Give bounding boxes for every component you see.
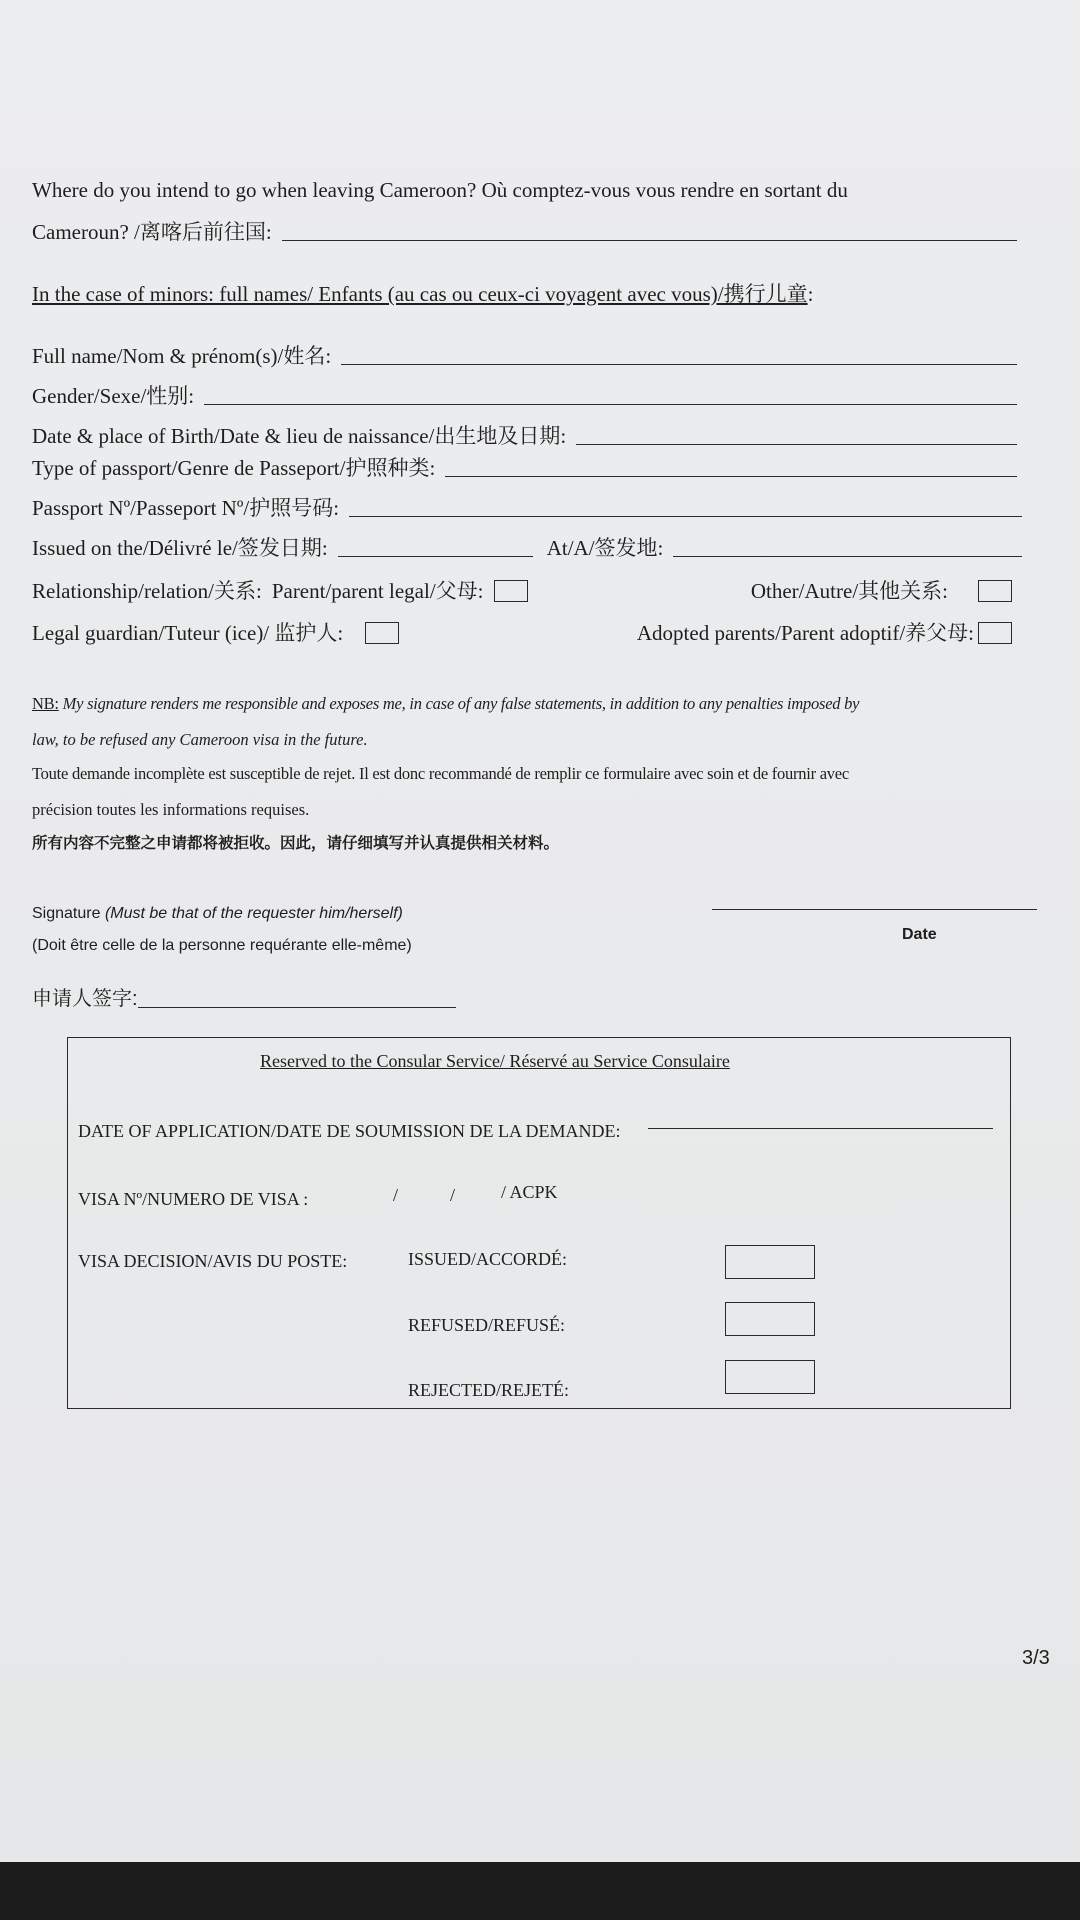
- date-label: Date: [902, 926, 937, 943]
- parent-label: Parent/parent legal/父母:: [271, 579, 484, 603]
- issued-row: [32, 538, 1022, 559]
- date-line[interactable]: [712, 909, 1037, 910]
- refused-label: REFUSED/REFUSÉ:: [408, 1315, 566, 1335]
- guardian-checkbox[interactable]: [365, 622, 399, 644]
- gender-row: [32, 386, 1017, 407]
- full-name-label: Full name/Nom & prénom(s)/姓名:: [32, 344, 332, 368]
- full-name-field[interactable]: [341, 364, 1017, 365]
- visa-number-suffix: / ACPK: [501, 1182, 558, 1202]
- passport-number-row: [32, 498, 1022, 519]
- issued-at-field[interactable]: [673, 556, 1022, 557]
- fr-notice-line2: précision toutes les informations requises.: [32, 800, 310, 820]
- visa-number-label: VISA Nº/NUMERO DE VISA :: [78, 1189, 309, 1209]
- consular-box: [67, 1037, 1011, 1409]
- destination-field[interactable]: [282, 240, 1017, 241]
- nb-text-line2: law, to be refused any Cameroon visa in the future.: [32, 730, 368, 750]
- issued-at-label: At/A/签发地:: [546, 536, 664, 560]
- guardian-row: [32, 622, 1012, 644]
- destination-question: [32, 180, 848, 201]
- full-name-row: [32, 346, 1017, 367]
- issued-label: ISSUED/ACCORDÉ:: [408, 1249, 568, 1269]
- birth-label: Date & place of Birth/Date & lieu de naissance/出生地及日期:: [32, 424, 567, 448]
- relationship-label: Relationship/relation/关系:: [32, 579, 262, 603]
- refused-box[interactable]: [725, 1302, 815, 1336]
- application-date-field[interactable]: [648, 1128, 993, 1129]
- signature-label-text: Signature: [32, 905, 101, 922]
- notice-block: [32, 680, 1042, 854]
- zh-notice: 所有内容不完整之申请都将被拒收。因此，请仔细填写并认真提供相关材料。: [32, 835, 560, 853]
- birth-row: [32, 426, 1017, 447]
- minors-heading: [32, 284, 813, 305]
- birth-field[interactable]: [576, 444, 1017, 445]
- destination-question-line1: Where do you intend to go when leaving Cameroon? Où comptez-vous vous rendre en sortant du: [32, 178, 848, 202]
- nb-prefix: NB:: [32, 694, 59, 714]
- rejected-label: REJECTED/REJETÉ:: [408, 1380, 569, 1400]
- zh-signature-label: 申请人签字:: [32, 988, 138, 1010]
- visa-number-slash-1: /: [393, 1185, 399, 1205]
- visa-number-slash-2: /: [450, 1185, 456, 1205]
- passport-number-field[interactable]: [349, 516, 1022, 517]
- passport-type-field[interactable]: [445, 476, 1017, 477]
- other-checkbox[interactable]: [978, 580, 1012, 602]
- signature-label-note: (Must be that of the requester him/herself): [104, 905, 403, 922]
- visa-decision-label: VISA DECISION/AVIS DU POSTE:: [78, 1251, 348, 1271]
- passport-number-label: Passport Nº/Passeport Nº/护照号码:: [32, 496, 340, 520]
- relationship-row: [32, 580, 1012, 602]
- gender-label: Gender/Sexe/性别:: [32, 384, 195, 408]
- gender-field[interactable]: [204, 404, 1017, 405]
- issued-box[interactable]: [725, 1245, 815, 1279]
- passport-type-row: [32, 458, 1017, 479]
- consular-title: Reserved to the Consular Service/ Réservé au Service Consulaire: [260, 1051, 730, 1071]
- minors-heading-colon: :: [807, 282, 814, 306]
- zh-signature-field[interactable]: [138, 1007, 456, 1008]
- fr-notice-line1: Toute demande incomplète est susceptible de rejet. Il est donc recommandé de remplir ce formulaire avec soin et de fournir avec: [32, 764, 849, 784]
- signature-label-fr: (Doit être celle de la personne requérante elle-même): [32, 937, 412, 954]
- minors-heading-text: In the case of minors: full names/ Enfants (au cas ou ceux-ci voyagent avec vous)/携行儿童: [32, 282, 808, 306]
- issued-on-label: Issued on the/Délivré le/签发日期:: [32, 536, 328, 560]
- application-date-label: DATE OF APPLICATION/DATE DE SOUMISSION DE LA DEMANDE:: [78, 1121, 621, 1141]
- rejected-box[interactable]: [725, 1360, 815, 1394]
- issued-on-field[interactable]: [338, 556, 533, 557]
- destination-question-line2: Cameroun? /离喀后前往国:: [32, 220, 272, 244]
- adopted-checkbox[interactable]: [978, 622, 1012, 644]
- parent-checkbox[interactable]: [494, 580, 528, 602]
- passport-type-label: Type of passport/Genre de Passeport/护照种类:: [32, 456, 436, 480]
- other-label: Other/Autre/其他关系:: [750, 579, 948, 603]
- nb-text-line1: My signature renders me responsible and exposes me, in case of any false statements, in addition to any penalties imposed by: [62, 694, 860, 714]
- nb-line1: [32, 680, 1042, 714]
- destination-row: [32, 222, 1017, 243]
- signature-label: [32, 905, 403, 923]
- adopted-label: Adopted parents/Parent adoptif/养父母:: [636, 621, 974, 645]
- guardian-label: Legal guardian/Tuteur (ice)/ 监护人:: [32, 621, 344, 645]
- zh-signature-row: [32, 982, 456, 1011]
- page-number: 3/3: [1022, 1647, 1050, 1669]
